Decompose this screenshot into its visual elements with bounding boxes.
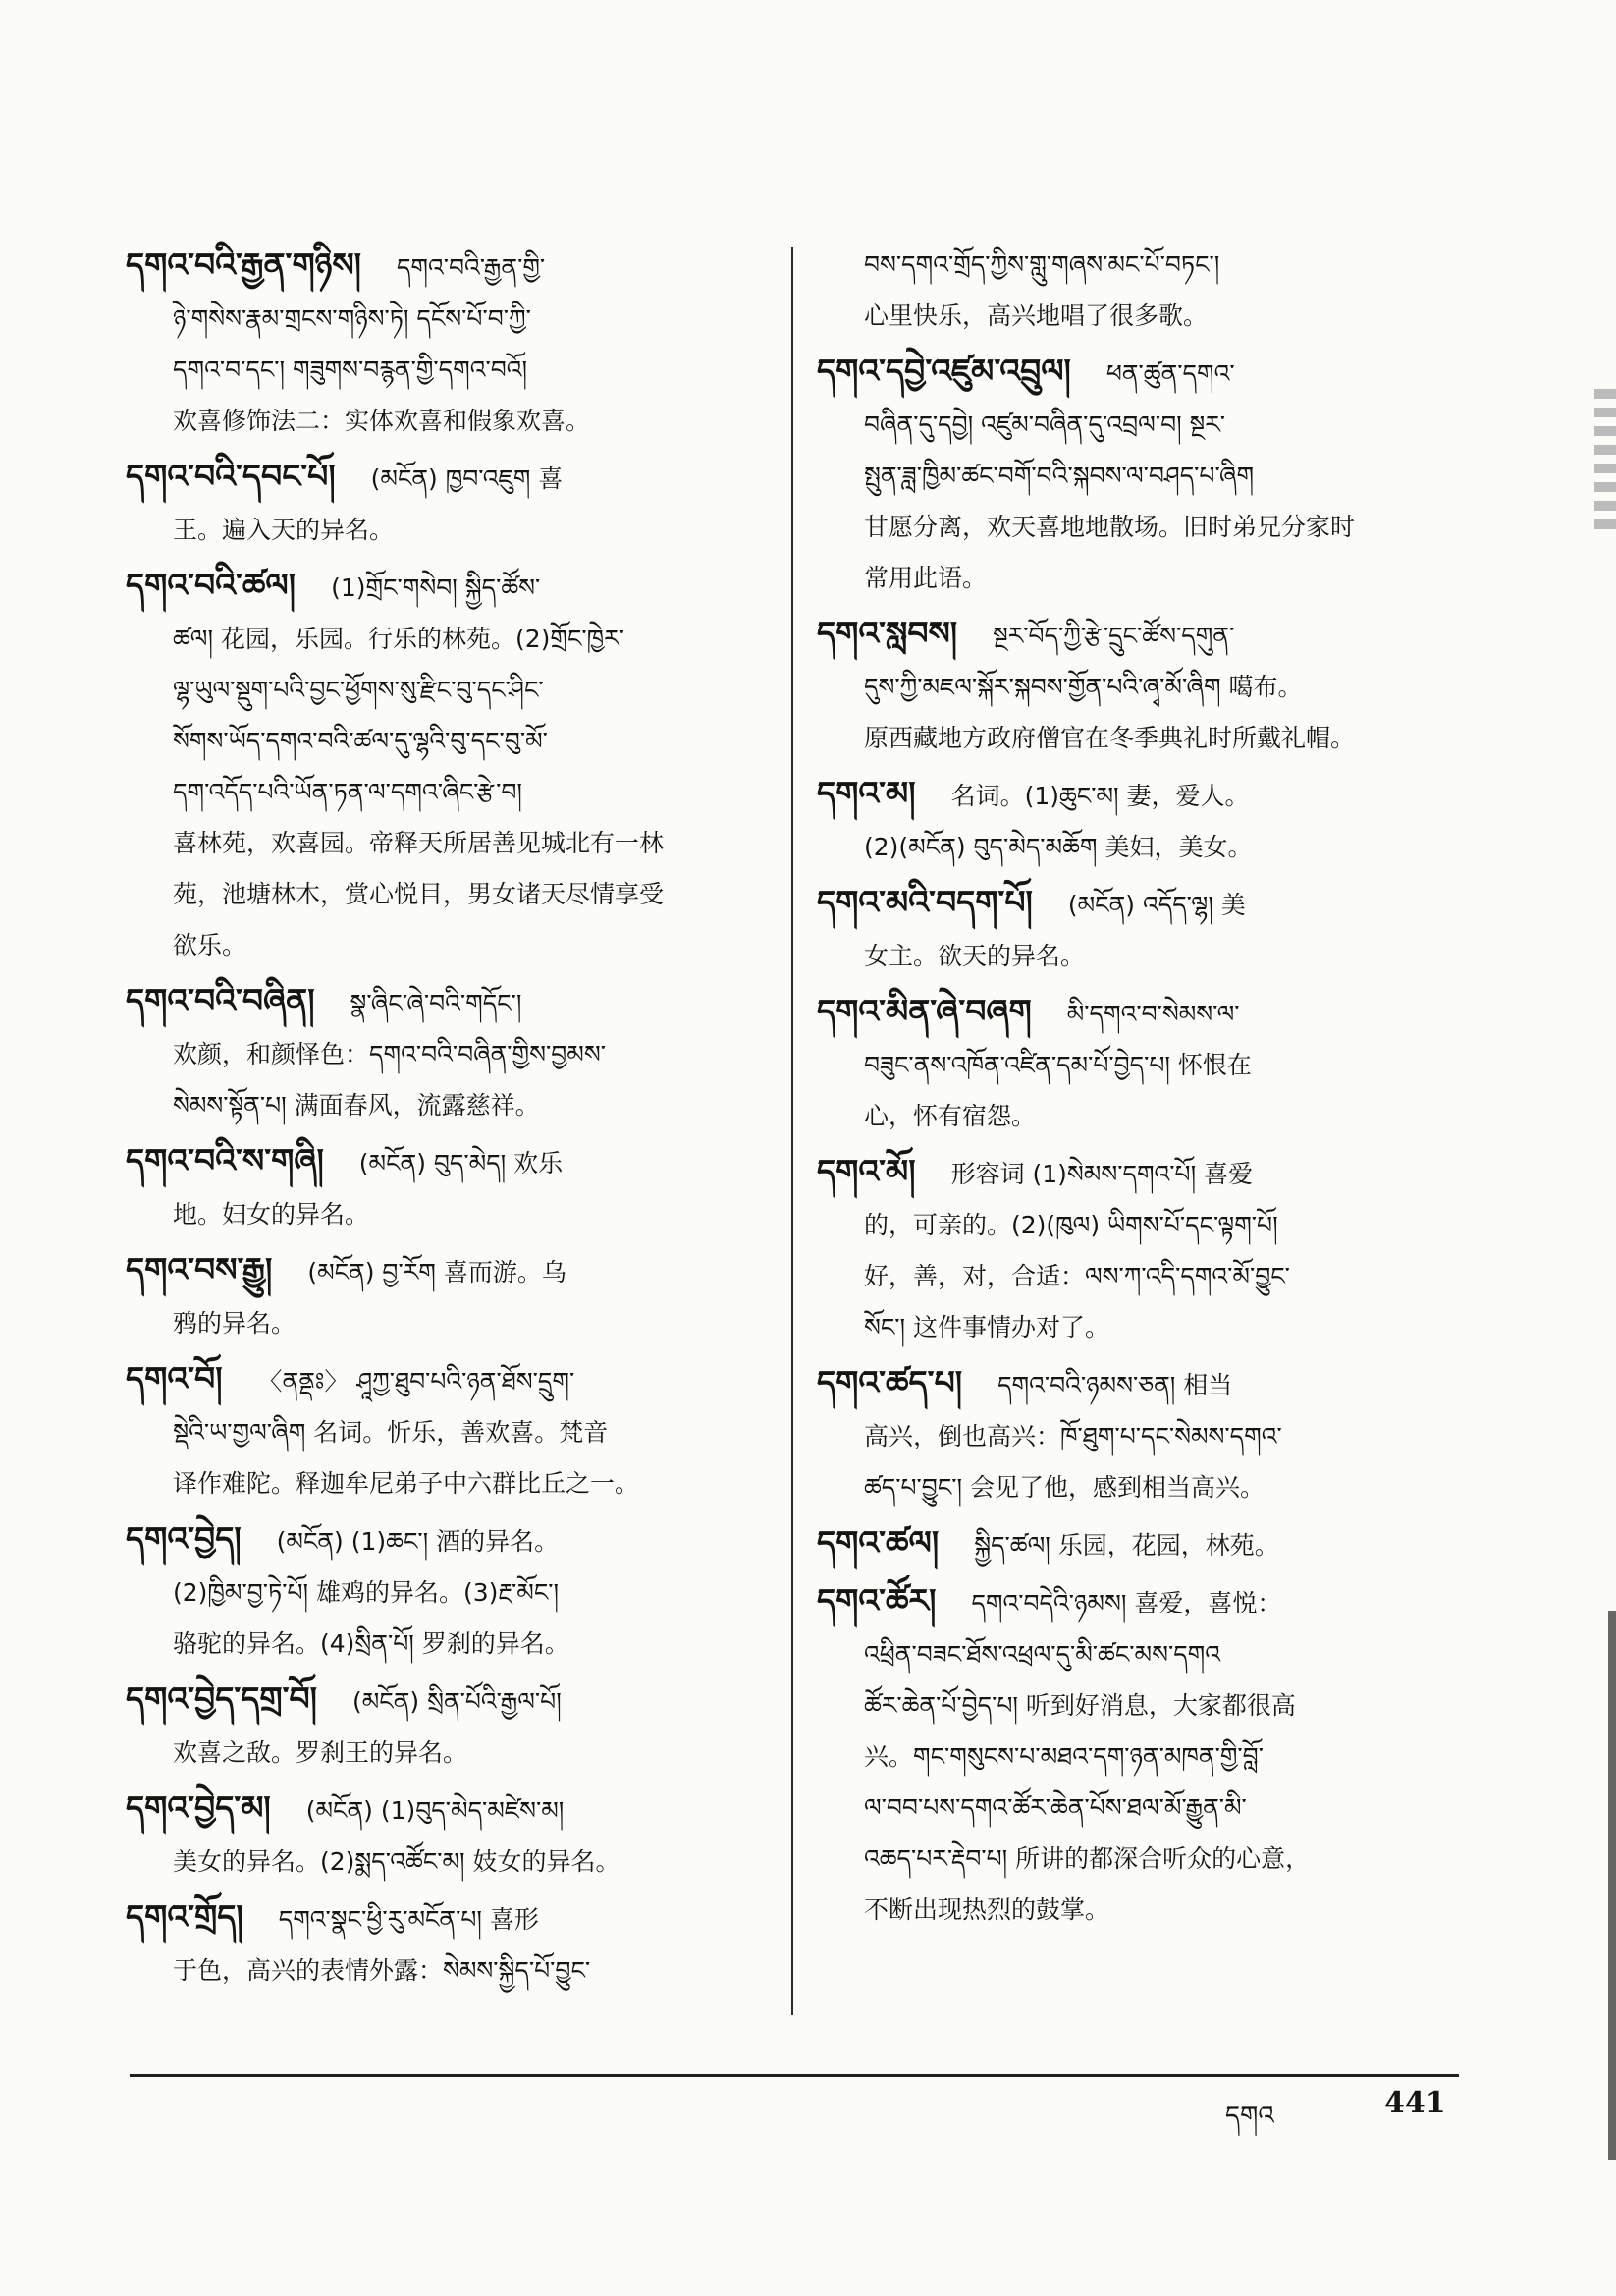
entry-line xyxy=(126,975,762,1029)
entry-line xyxy=(126,716,762,767)
entry-line xyxy=(817,291,1461,342)
headword: དགའ་བས་རྒྱུ། xyxy=(126,1250,273,1288)
entry-text: 喜林苑，欢喜园。帝释天所居善见城北有一林 xyxy=(173,829,665,857)
entry-text: 甘愿分离，欢天喜地地散场。旧时弟兄分家时 xyxy=(864,513,1356,541)
dictionary-entry xyxy=(126,560,762,971)
entry-text: 高兴，倒也高兴：ཁོ་ཐུག་པ་དང་སེམས་དགའ་ xyxy=(864,1422,1282,1450)
headword: དགའ་བྱེད་མ། xyxy=(126,1788,271,1827)
entry-line xyxy=(817,1833,1461,1885)
entry-line xyxy=(126,294,762,345)
entry-text: (1)གྲོང་གསེབ། སྐྱིད་ཚོས་ xyxy=(331,574,541,602)
dictionary-entry xyxy=(126,1135,762,1240)
headword: དགའ་ཚོར། xyxy=(817,1581,937,1619)
entry-line xyxy=(817,877,1461,931)
entry-text: (མངོན) བུད་མེད། 欢乐 xyxy=(358,1149,564,1177)
entry-text: (མངོན) བྱ་རོག 喜而游。乌 xyxy=(307,1258,566,1286)
entry-text: བཞིན་དུ་དབྱེ། འཛུམ་བཞིན་དུ་འབྲལ་བ། སྔར་ xyxy=(864,410,1226,439)
entry-text: སྐྱིད་ཚལ། 乐园，花园，林苑。 xyxy=(974,1531,1279,1559)
headword: དགའ་མོ། xyxy=(817,1152,916,1190)
headword: དགའ་མའི་བདག་པོ། xyxy=(817,883,1033,921)
entry-line xyxy=(126,1782,762,1836)
entry-text: འཕྲིན་བཟང་ཐོས་འཕྲལ་དུ་མི་ཚང་མས་དགའ xyxy=(864,1640,1221,1668)
entry-text: དུས་ཀྱི་མཇལ་སྐོར་སྐབས་གྱོན་པའི་ཞྭ་མོ་ཞིག 噶布。 xyxy=(864,673,1303,701)
entry-text: སེམས་སྟོན་པ། 满面春风，流露慈祥。 xyxy=(173,1091,540,1120)
entry-line xyxy=(126,1298,762,1349)
entry-line xyxy=(817,1629,1461,1680)
right-column xyxy=(817,240,1461,1940)
scan-edge-bar xyxy=(1608,1611,1616,2160)
headword: དགའ་བའི་ཚལ། xyxy=(126,566,296,604)
headword: དགའ་བའི་བཞིན། xyxy=(126,981,315,1019)
dictionary-entry xyxy=(126,975,762,1131)
entry-line xyxy=(817,713,1461,764)
dictionary-entry xyxy=(126,1244,762,1349)
dictionary-entry xyxy=(817,240,1461,342)
entry-text: འཆད་པར་རྡེབ་པ། 所讲的都深合听众的心意， xyxy=(864,1844,1311,1873)
entry-line xyxy=(817,1680,1461,1731)
entry-line xyxy=(126,869,762,920)
entry-line xyxy=(126,560,762,614)
entry-text: 地。妇女的异名。 xyxy=(173,1200,370,1229)
dictionary-entry xyxy=(817,1517,1461,1571)
entry-line xyxy=(817,1146,1461,1200)
entry-text: སོང་། 这件事情办对了。 xyxy=(864,1313,1110,1341)
dictionary-entry xyxy=(817,1146,1461,1353)
entry-line xyxy=(817,1200,1461,1251)
entry-line xyxy=(126,240,762,294)
entry-line xyxy=(817,1782,1461,1833)
entry-text: སྔར་བོད་ཀྱི་རྩེ་དྲུང་ཚོས་དགུན་ xyxy=(993,622,1235,650)
entry-line xyxy=(817,1091,1461,1142)
entry-line xyxy=(126,1135,762,1189)
entry-text: 骆驼的异名。(4)སྲིན་པོ། 罗刹的异名。 xyxy=(173,1629,569,1658)
entry-line xyxy=(126,1458,762,1509)
column-divider xyxy=(791,247,793,2015)
dictionary-entry xyxy=(817,1575,1461,1936)
entry-line xyxy=(817,240,1461,291)
dictionary-entry xyxy=(126,240,762,447)
entry-line xyxy=(126,1513,762,1567)
entry-line xyxy=(817,608,1461,662)
dictionary-entry xyxy=(126,1513,762,1669)
headword: དགའ་སླབས། xyxy=(817,614,958,652)
dictionary-entry xyxy=(817,877,1461,982)
entry-text: 〈ནནྡཿ〉 ཤཱཀྱ་ཐུབ་པའི་ཉན་ཐོས་དྲུག་ xyxy=(257,1367,575,1395)
entry-line xyxy=(126,1945,762,1996)
entry-text: 常用此语。 xyxy=(864,564,988,592)
headword: དགའ་ཚལ། xyxy=(817,1523,940,1561)
entry-text: 心里快乐，高兴地唱了很多歌。 xyxy=(864,301,1209,330)
entry-text: སྣ་ཞིང་ཞེ་བའི་གདོང་། xyxy=(350,989,522,1017)
headword: དགའ་ཚད་པ། xyxy=(817,1363,963,1401)
entry-text: 王。遍入天的异名。 xyxy=(173,516,395,544)
entry-line xyxy=(126,1891,762,1945)
headword: དགའ་བའི་ས་གཞི། xyxy=(126,1141,324,1179)
headword: དགའ་བོ། xyxy=(126,1359,223,1397)
dictionary-entry xyxy=(817,768,1461,873)
entry-text: ཚད་པ་བྱུང་། 会见了他，感到相当高兴。 xyxy=(864,1473,1265,1502)
headword: དགའ་མ། xyxy=(817,774,916,812)
entry-line xyxy=(126,1567,762,1618)
entry-line xyxy=(126,396,762,447)
entry-line xyxy=(126,920,762,971)
entry-text: དགའ་བདེའི་ཉམས། 喜爱，喜悦： xyxy=(971,1589,1282,1617)
entry-line xyxy=(817,1517,1461,1571)
entry-text: 鸦的异名。 xyxy=(173,1309,296,1338)
headword: དགའ་བའི་དབང་པོ། xyxy=(126,457,336,495)
entry-line xyxy=(817,986,1461,1040)
entry-line xyxy=(817,1885,1461,1936)
entry-text: 美女的异名。(2)སྨད་འཚོང་མ། 妓女的异名。 xyxy=(173,1847,620,1876)
entry-text: 不断出现热烈的鼓掌。 xyxy=(864,1895,1110,1924)
scan-edge-marks xyxy=(1594,389,1616,546)
entry-text: ལྷ་ཡུལ་སྡུག་པའི་བྱང་ཕྱོགས་སུ་རྫིང་བུ་དང་ཤིང་ xyxy=(173,676,544,704)
entry-text: ཚལ། 花园，乐园。行乐的林苑。(2)གྲོང་ཁྱེར་ xyxy=(173,625,624,653)
entry-line xyxy=(817,1462,1461,1513)
entry-line xyxy=(126,1244,762,1298)
headword: དགའ་བའི་རྒྱན་གཉིས། xyxy=(126,246,361,284)
entry-line xyxy=(817,1731,1461,1782)
entry-line xyxy=(126,1080,762,1131)
entry-text: དགའ་བའི་རྒྱན་གྱི་ xyxy=(396,253,546,282)
entry-text: (2)(མངོན) བུད་མེད་མཆོག 美妇，美女。 xyxy=(864,833,1253,861)
dictionary-entry xyxy=(817,608,1461,764)
entry-line xyxy=(126,451,762,505)
entry-line xyxy=(126,665,762,716)
entry-line xyxy=(817,1411,1461,1462)
entry-text: ལ་བབ་པས་དགའ་ཚོར་ཆེན་པོས་ཐལ་མོ་རྒྱུན་མི་ xyxy=(864,1793,1247,1822)
entry-line xyxy=(817,1575,1461,1629)
headword: དགའ་བྱེད་དགྲ་བོ། xyxy=(126,1679,317,1718)
entry-text: (མངོན) ཁྱབ་འཇུག 喜 xyxy=(370,465,564,493)
entry-text: 的，可亲的。(2)(ཁུལ) ཡིགས་པོ་དང་ལྟག་པོ། xyxy=(864,1211,1278,1239)
entry-text: 欲乐。 xyxy=(173,931,247,959)
dictionary-entry xyxy=(817,986,1461,1142)
entry-text: 名词。(1)ཆུང་མ། 妻，爱人。 xyxy=(950,782,1250,810)
entry-line xyxy=(817,346,1461,400)
entry-line xyxy=(126,1673,762,1727)
entry-line xyxy=(126,614,762,665)
entry-text: 兴。གང་གསུངས་པ་མཐའ་དག་ཉན་མཁན་གྱི་བློ་ xyxy=(864,1742,1264,1771)
left-column xyxy=(126,240,762,2000)
headword: དགའ་གྲོད། xyxy=(126,1897,243,1936)
entry-line xyxy=(126,505,762,556)
bottom-rule xyxy=(130,2074,1459,2077)
entry-text: དག་འདོད་པའི་ཡོན་ཏན་ལ་དགའ་ཞིང་རྩེ་བ། xyxy=(173,778,522,806)
entry-text: 欢喜修饰法二：实体欢喜和假象欢喜。 xyxy=(173,407,591,435)
entry-text: 于色，高兴的表情外露：སེམས་སྐྱིད་པོ་བྱུང་ xyxy=(173,1956,591,1985)
entry-text: 形容词 (1)སེམས་དགའ་པོ། 喜爱 xyxy=(950,1160,1254,1188)
entry-line xyxy=(817,1357,1461,1411)
entry-line xyxy=(126,1836,762,1887)
entry-line xyxy=(126,1029,762,1080)
entry-text: ཕན་ཚུན་དགའ་ xyxy=(1105,359,1235,388)
entry-line xyxy=(126,1189,762,1240)
entry-text: 女主。欲天的异名。 xyxy=(864,942,1086,970)
dictionary-entry xyxy=(126,451,762,556)
headword: དགའ་བྱེད། xyxy=(126,1519,242,1558)
entry-line xyxy=(126,345,762,396)
dictionary-entry xyxy=(126,1673,762,1778)
entry-line xyxy=(126,1727,762,1778)
headword: དགའ་དབྱེ་འཛུམ་འབྲུལ། xyxy=(817,352,1071,390)
entry-line xyxy=(817,931,1461,982)
entry-line xyxy=(817,662,1461,713)
entry-line xyxy=(817,768,1461,822)
dictionary-entry xyxy=(126,1891,762,1996)
dictionary-entry xyxy=(126,1353,762,1509)
entry-text: 原西藏地方政府僧官在冬季典礼时所戴礼帽。 xyxy=(864,724,1356,752)
entry-line xyxy=(817,451,1461,502)
entry-text: (མངོན) (1)བུད་མེད་མཛེས་མ། xyxy=(305,1796,565,1825)
entry-text: དགའ་བའི་ཉམས་ཅན། 相当 xyxy=(997,1371,1233,1399)
entry-text: སྤུན་ཟླ་ཁྱིམ་ཚང་བགོ་བའི་སྐབས་ལ་བཤད་པ་ཞིག xyxy=(864,462,1255,490)
entry-text: (2)ཁྱིམ་བྱ་ཏེ་པོ། 雄鸡的异名。(3)རྔ་མོང་། xyxy=(173,1578,560,1607)
headword: དགའ་མིན་ཞེ་བཞག xyxy=(817,992,1032,1030)
entry-text: བཟུང་ནས་འཁོན་འཛིན་དམ་པོ་བྱེད་པ། 怀恨在 xyxy=(864,1051,1252,1079)
entry-line xyxy=(817,553,1461,604)
entry-line xyxy=(817,1040,1461,1091)
entry-line xyxy=(126,1353,762,1407)
entry-text: སོགས་ཡོད་དགའ་བའི་ཚལ་དུ་ལྷའི་བུ་དང་བུ་མོ་ xyxy=(173,727,548,755)
entry-text: མི་དགའ་བ་སེམས་ལ་ xyxy=(1066,1000,1240,1028)
entry-text: དགའ་བ་དང་། གཟུགས་བརྙན་གྱི་དགའ་བའོ། xyxy=(173,355,528,384)
entry-text: ཉེ་གསེས་རྣམ་གྲངས་གཉིས་ཏེ། དངོས་པོ་བ་ཀྱི་ xyxy=(173,304,531,333)
dictionary-entry xyxy=(126,1782,762,1887)
entry-text: (མངོན) སྲིན་པོའི་རྒྱལ་པོ། xyxy=(352,1687,562,1716)
entry-text: (མངོན) འདོད་ལྷ། 美 xyxy=(1067,891,1246,919)
entry-text: 心，怀有宿怨。 xyxy=(864,1102,1037,1130)
entry-text: དགའ་སྣང་ཕྱི་རུ་མངོན་པ། 喜形 xyxy=(278,1905,539,1934)
dictionary-entry xyxy=(817,346,1461,604)
entry-line xyxy=(126,1407,762,1458)
dictionary-entry xyxy=(817,1357,1461,1513)
entry-text: 苑，池塘林木，赏心悦目，男女诸天尽情享受 xyxy=(173,880,665,908)
entry-line xyxy=(817,1251,1461,1302)
running-footer-word: དགའ xyxy=(1225,2102,1274,2131)
entry-text: བས་དགའ་གྲོད་ཀྱིས་གླུ་གཞས་མང་པོ་བཏང་། xyxy=(864,250,1220,279)
entry-text: སྡེའི་ཡ་གྱལ་ཞིག 名词。忻乐，善欢喜。梵音 xyxy=(173,1418,609,1447)
entry-text: 欢喜之敌。罗刹王的异名。 xyxy=(173,1738,468,1767)
entry-text: 好，善，对，合适：ལས་ཀ་འདི་དགའ་མོ་བྱུང་ xyxy=(864,1262,1290,1290)
entry-text: (མངོན) (1)ཆང་། 酒的异名。 xyxy=(276,1527,560,1556)
entry-line xyxy=(817,502,1461,553)
entry-line xyxy=(126,1618,762,1669)
entry-line xyxy=(126,767,762,818)
entry-text: 译作难陀。释迦牟尼弟子中六群比丘之一。 xyxy=(173,1469,640,1498)
entry-text: ཚོར་ཆེན་པོ་བྱེད་པ། 听到好消息，大家都很高 xyxy=(864,1691,1296,1720)
entry-text: 欢颜，和颜怿色：དགའ་བའི་བཞིན་གྱིས་བྱམས་ xyxy=(173,1040,606,1068)
entry-line xyxy=(817,1302,1461,1353)
page-number: 441 xyxy=(1384,2086,1446,2120)
entry-line xyxy=(817,400,1461,451)
entry-line xyxy=(126,818,762,869)
entry-line xyxy=(817,822,1461,873)
